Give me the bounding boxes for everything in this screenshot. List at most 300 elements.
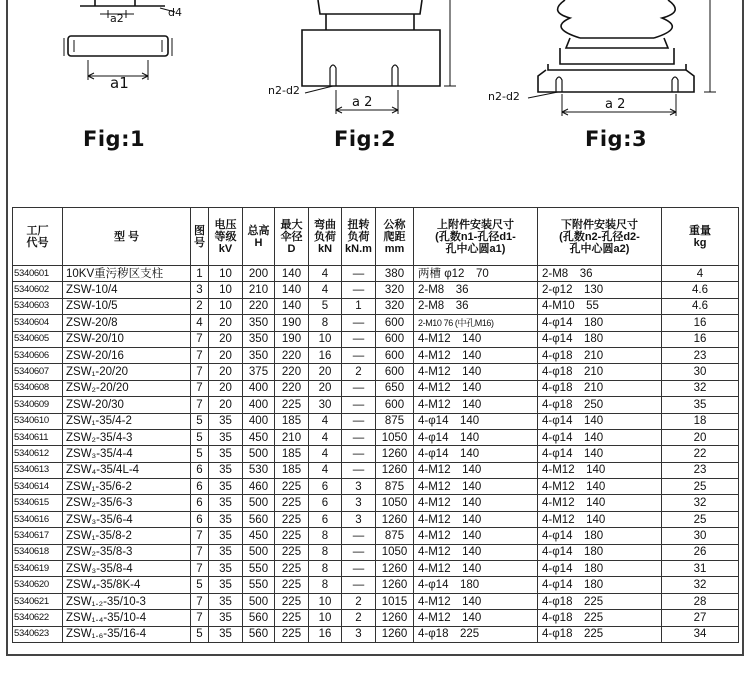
header-upper-fitting-size: 上附件安装尺寸 (孔数n1-孔径d1- 孔中心圆a1) <box>414 208 538 266</box>
table-row <box>13 479 739 495</box>
table-row <box>13 511 739 527</box>
cell-creepage-distance: 1050 <box>376 544 414 560</box>
cell-torsion-load: — <box>342 282 376 298</box>
cell-figure-no: 7 <box>191 610 209 626</box>
cell-voltage-kv: 10 <box>209 282 243 298</box>
header-voltage-kv: 电压 等级 kV <box>209 208 243 266</box>
cell-bending-load: 16 <box>309 347 342 363</box>
table-row <box>13 610 739 626</box>
cell-lower-fitting-size: 4-M10 55 <box>538 298 662 314</box>
cell-max-shed-diameter: 225 <box>275 479 309 495</box>
fig1-label: Fig:1 <box>83 127 146 151</box>
cell-max-shed-diameter: 185 <box>275 413 309 429</box>
cell-max-shed-diameter: 225 <box>275 610 309 626</box>
cell-weight: 32 <box>662 495 739 511</box>
cell-factory-code: 5340604 <box>13 315 63 331</box>
cell-voltage-kv: 20 <box>209 380 243 396</box>
cell-factory-code: 5340609 <box>13 397 63 413</box>
cell-model: ZSW₁-35/8-2 <box>63 528 191 544</box>
cell-bending-load: 6 <box>309 511 342 527</box>
cell-weight: 23 <box>662 347 739 363</box>
cell-upper-fitting-size: 4-M12 140 <box>414 397 538 413</box>
table-row <box>13 331 739 347</box>
cell-weight: 4.6 <box>662 282 739 298</box>
cell-factory-code: 5340615 <box>13 495 63 511</box>
technical-drawings <box>0 0 750 200</box>
cell-figure-no: 2 <box>191 298 209 314</box>
cell-model: ZSW-10/5 <box>63 298 191 314</box>
cell-factory-code: 5340616 <box>13 511 63 527</box>
cell-bending-load: 4 <box>309 446 342 462</box>
cell-model: ZSW₁.₆-35/16-4 <box>63 626 191 642</box>
cell-torsion-load: 3 <box>342 511 376 527</box>
table-row <box>13 577 739 593</box>
cell-upper-fitting-size: 4-M12 140 <box>414 364 538 380</box>
cell-total-height: 500 <box>243 446 275 462</box>
cell-total-height: 500 <box>243 495 275 511</box>
table-row <box>13 266 739 282</box>
cell-model: ZSW₂-20/20 <box>63 380 191 396</box>
cell-voltage-kv: 35 <box>209 495 243 511</box>
cell-bending-load: 4 <box>309 429 342 445</box>
fig3-dim-n2d2: n2-d2 <box>488 90 520 103</box>
cell-lower-fitting-size: 4-φ18 225 <box>538 593 662 609</box>
cell-weight: 22 <box>662 446 739 462</box>
cell-lower-fitting-size: 2-φ12 130 <box>538 282 662 298</box>
cell-upper-fitting-size: 2-M8 36 <box>414 298 538 314</box>
cell-factory-code: 5340602 <box>13 282 63 298</box>
cell-bending-load: 8 <box>309 561 342 577</box>
cell-total-height: 350 <box>243 347 275 363</box>
cell-bending-load: 10 <box>309 331 342 347</box>
cell-max-shed-diameter: 190 <box>275 315 309 331</box>
cell-total-height: 350 <box>243 331 275 347</box>
cell-factory-code: 5340611 <box>13 429 63 445</box>
cell-lower-fitting-size: 4-φ18 225 <box>538 626 662 642</box>
cell-model: 10KV重污秽区支柱 <box>63 266 191 282</box>
cell-upper-fitting-size: 两槽 φ12 70 <box>414 266 538 282</box>
cell-figure-no: 7 <box>191 364 209 380</box>
cell-total-height: 200 <box>243 266 275 282</box>
cell-lower-fitting-size: 4-M12 140 <box>538 495 662 511</box>
cell-lower-fitting-size: 4-φ18 210 <box>538 347 662 363</box>
cell-total-height: 400 <box>243 380 275 396</box>
cell-creepage-distance: 875 <box>376 479 414 495</box>
cell-model: ZSW₁.₄-35/10-4 <box>63 610 191 626</box>
cell-total-height: 210 <box>243 282 275 298</box>
cell-max-shed-diameter: 220 <box>275 380 309 396</box>
cell-total-height: 560 <box>243 626 275 642</box>
cell-voltage-kv: 35 <box>209 479 243 495</box>
cell-figure-no: 7 <box>191 528 209 544</box>
cell-creepage-distance: 600 <box>376 364 414 380</box>
cell-max-shed-diameter: 220 <box>275 347 309 363</box>
cell-max-shed-diameter: 225 <box>275 544 309 560</box>
cell-voltage-kv: 35 <box>209 544 243 560</box>
fig2-dim-a2: a 2 <box>352 95 373 110</box>
cell-voltage-kv: 35 <box>209 528 243 544</box>
cell-torsion-load: 3 <box>342 479 376 495</box>
cell-creepage-distance: 1260 <box>376 511 414 527</box>
table-row <box>13 544 739 560</box>
cell-max-shed-diameter: 140 <box>275 298 309 314</box>
cell-total-height: 550 <box>243 561 275 577</box>
cell-figure-no: 6 <box>191 511 209 527</box>
cell-creepage-distance: 1015 <box>376 593 414 609</box>
cell-figure-no: 7 <box>191 347 209 363</box>
cell-max-shed-diameter: 210 <box>275 429 309 445</box>
cell-voltage-kv: 35 <box>209 577 243 593</box>
cell-torsion-load: — <box>342 315 376 331</box>
table-row <box>13 364 739 380</box>
cell-voltage-kv: 10 <box>209 298 243 314</box>
cell-bending-load: 10 <box>309 593 342 609</box>
cell-weight: 34 <box>662 626 739 642</box>
cell-total-height: 220 <box>243 298 275 314</box>
cell-upper-fitting-size: 4-M12 140 <box>414 331 538 347</box>
cell-bending-load: 30 <box>309 397 342 413</box>
cell-creepage-distance: 1260 <box>376 610 414 626</box>
cell-voltage-kv: 35 <box>209 462 243 478</box>
cell-factory-code: 5340601 <box>13 266 63 282</box>
cell-figure-no: 5 <box>191 429 209 445</box>
cell-bending-load: 20 <box>309 380 342 396</box>
cell-torsion-load: — <box>342 544 376 560</box>
cell-creepage-distance: 600 <box>376 397 414 413</box>
cell-voltage-kv: 20 <box>209 397 243 413</box>
cell-max-shed-diameter: 140 <box>275 282 309 298</box>
cell-figure-no: 5 <box>191 577 209 593</box>
cell-voltage-kv: 20 <box>209 331 243 347</box>
cell-voltage-kv: 20 <box>209 315 243 331</box>
header-lower-fitting-size: 下附件安装尺寸 (孔数n2-孔径d2- 孔中心圆a2) <box>538 208 662 266</box>
cell-max-shed-diameter: 225 <box>275 593 309 609</box>
cell-figure-no: 7 <box>191 593 209 609</box>
header-factory-code: 工厂 代号 <box>13 208 63 266</box>
fig2-label: Fig:2 <box>334 127 397 151</box>
cell-max-shed-diameter: 190 <box>275 331 309 347</box>
cell-weight: 18 <box>662 413 739 429</box>
spec-table-wrap <box>12 207 738 651</box>
table-body <box>13 266 739 643</box>
cell-creepage-distance: 600 <box>376 347 414 363</box>
cell-factory-code: 5340607 <box>13 364 63 380</box>
cell-torsion-load: — <box>342 397 376 413</box>
cell-torsion-load: — <box>342 462 376 478</box>
cell-torsion-load: — <box>342 331 376 347</box>
cell-weight: 4 <box>662 266 739 282</box>
cell-creepage-distance: 320 <box>376 298 414 314</box>
cell-max-shed-diameter: 225 <box>275 528 309 544</box>
cell-factory-code: 5340613 <box>13 462 63 478</box>
header-figure-no: 图 号 <box>191 208 209 266</box>
cell-lower-fitting-size: 4-φ14 140 <box>538 413 662 429</box>
cell-factory-code: 5340620 <box>13 577 63 593</box>
cell-max-shed-diameter: 220 <box>275 364 309 380</box>
cell-weight: 31 <box>662 561 739 577</box>
cell-weight: 35 <box>662 397 739 413</box>
cell-total-height: 400 <box>243 397 275 413</box>
fig3-label: Fig:3 <box>585 127 648 151</box>
table-row <box>13 593 739 609</box>
table-row <box>13 380 739 396</box>
cell-voltage-kv: 35 <box>209 626 243 642</box>
cell-torsion-load: 3 <box>342 626 376 642</box>
cell-torsion-load: 2 <box>342 364 376 380</box>
cell-creepage-distance: 1260 <box>376 577 414 593</box>
cell-figure-no: 7 <box>191 331 209 347</box>
table-row <box>13 446 739 462</box>
cell-upper-fitting-size: 2-M10 76 (中孔M16) <box>414 315 538 331</box>
cell-lower-fitting-size: 4-M12 140 <box>538 479 662 495</box>
cell-lower-fitting-size: 4-φ14 180 <box>538 544 662 560</box>
cell-bending-load: 4 <box>309 266 342 282</box>
cell-factory-code: 5340610 <box>13 413 63 429</box>
fig3-dim-a2: a 2 <box>605 97 626 112</box>
cell-figure-no: 5 <box>191 446 209 462</box>
cell-model: ZSW₄-35/8K-4 <box>63 577 191 593</box>
table-row <box>13 626 739 642</box>
cell-bending-load: 20 <box>309 364 342 380</box>
cell-figure-no: 6 <box>191 495 209 511</box>
cell-creepage-distance: 1260 <box>376 561 414 577</box>
cell-figure-no: 3 <box>191 282 209 298</box>
cell-model: ZSW-20/16 <box>63 347 191 363</box>
cell-total-height: 560 <box>243 511 275 527</box>
cell-weight: 32 <box>662 577 739 593</box>
cell-torsion-load: — <box>342 429 376 445</box>
header-total-height: 总高 H <box>243 208 275 266</box>
cell-weight: 16 <box>662 331 739 347</box>
cell-creepage-distance: 875 <box>376 528 414 544</box>
cell-upper-fitting-size: 4-M12 140 <box>414 561 538 577</box>
cell-model: ZSW₁-35/6-2 <box>63 479 191 495</box>
cell-max-shed-diameter: 225 <box>275 495 309 511</box>
cell-model: ZSW₁-20/20 <box>63 364 191 380</box>
cell-upper-fitting-size: 4-M12 140 <box>414 511 538 527</box>
cell-upper-fitting-size: 4-M12 140 <box>414 593 538 609</box>
cell-lower-fitting-size: 4-φ14 140 <box>538 446 662 462</box>
cell-torsion-load: 1 <box>342 298 376 314</box>
cell-torsion-load: — <box>342 413 376 429</box>
cell-figure-no: 6 <box>191 462 209 478</box>
cell-lower-fitting-size: 4-φ18 225 <box>538 610 662 626</box>
cell-bending-load: 8 <box>309 577 342 593</box>
cell-total-height: 400 <box>243 413 275 429</box>
cell-factory-code: 5340608 <box>13 380 63 396</box>
cell-creepage-distance: 650 <box>376 380 414 396</box>
cell-model: ZSW₁-35/4-2 <box>63 413 191 429</box>
cell-lower-fitting-size: 4-M12 140 <box>538 462 662 478</box>
cell-weight: 32 <box>662 380 739 396</box>
cell-lower-fitting-size: 4-φ18 210 <box>538 380 662 396</box>
cell-total-height: 350 <box>243 315 275 331</box>
cell-torsion-load: — <box>342 446 376 462</box>
cell-upper-fitting-size: 2-M8 36 <box>414 282 538 298</box>
cell-total-height: 500 <box>243 593 275 609</box>
cell-max-shed-diameter: 225 <box>275 397 309 413</box>
table-row <box>13 413 739 429</box>
cell-lower-fitting-size: 4-φ14 180 <box>538 331 662 347</box>
cell-factory-code: 5340614 <box>13 479 63 495</box>
cell-total-height: 450 <box>243 528 275 544</box>
cell-figure-no: 6 <box>191 479 209 495</box>
fig1-dim-d4: d4 <box>168 6 182 19</box>
cell-weight: 4.6 <box>662 298 739 314</box>
header-max-shed-diameter: 最大 伞径 D <box>275 208 309 266</box>
cell-total-height: 375 <box>243 364 275 380</box>
table-row <box>13 282 739 298</box>
cell-model: ZSW₃-35/8-4 <box>63 561 191 577</box>
cell-voltage-kv: 20 <box>209 364 243 380</box>
cell-upper-fitting-size: 4-M12 140 <box>414 479 538 495</box>
cell-torsion-load: 2 <box>342 593 376 609</box>
cell-factory-code: 5340617 <box>13 528 63 544</box>
cell-factory-code: 5340612 <box>13 446 63 462</box>
cell-upper-fitting-size: 4-M12 140 <box>414 347 538 363</box>
cell-total-height: 500 <box>243 544 275 560</box>
table-row <box>13 315 739 331</box>
cell-torsion-load: — <box>342 577 376 593</box>
cell-total-height: 560 <box>243 610 275 626</box>
cell-weight: 30 <box>662 364 739 380</box>
cell-weight: 26 <box>662 544 739 560</box>
cell-model: ZSW-10/4 <box>63 282 191 298</box>
header-model: 型 号 <box>63 208 191 266</box>
cell-factory-code: 5340619 <box>13 561 63 577</box>
table-row <box>13 528 739 544</box>
cell-voltage-kv: 20 <box>209 347 243 363</box>
table-row <box>13 429 739 445</box>
cell-bending-load: 4 <box>309 413 342 429</box>
cell-upper-fitting-size: 4-M12 140 <box>414 380 538 396</box>
cell-creepage-distance: 1050 <box>376 495 414 511</box>
cell-upper-fitting-size: 4-φ14 140 <box>414 429 538 445</box>
cell-lower-fitting-size: 4-φ14 180 <box>538 577 662 593</box>
header-bending-load: 弯曲 负荷 kN <box>309 208 342 266</box>
cell-creepage-distance: 600 <box>376 315 414 331</box>
cell-weight: 28 <box>662 593 739 609</box>
cell-voltage-kv: 35 <box>209 593 243 609</box>
header-torsion-load: 扭转 负荷 kN.m <box>342 208 376 266</box>
cell-voltage-kv: 35 <box>209 429 243 445</box>
cell-total-height: 450 <box>243 429 275 445</box>
cell-figure-no: 7 <box>191 380 209 396</box>
cell-bending-load: 5 <box>309 298 342 314</box>
cell-upper-fitting-size: 4-M12 140 <box>414 462 538 478</box>
cell-weight: 23 <box>662 462 739 478</box>
cell-lower-fitting-size: 4-φ14 180 <box>538 528 662 544</box>
cell-max-shed-diameter: 225 <box>275 511 309 527</box>
cell-model: ZSW₄-35/4L-4 <box>63 462 191 478</box>
cell-weight: 16 <box>662 315 739 331</box>
cell-upper-fitting-size: 4-φ14 140 <box>414 446 538 462</box>
cell-model: ZSW₁.₂-35/10-3 <box>63 593 191 609</box>
cell-bending-load: 4 <box>309 282 342 298</box>
cell-max-shed-diameter: 225 <box>275 561 309 577</box>
cell-factory-code: 5340621 <box>13 593 63 609</box>
cell-creepage-distance: 875 <box>376 413 414 429</box>
table-row <box>13 561 739 577</box>
cell-bending-load: 16 <box>309 626 342 642</box>
cell-torsion-load: 2 <box>342 610 376 626</box>
cell-model: ZSW₃-35/4-4 <box>63 446 191 462</box>
cell-torsion-load: — <box>342 380 376 396</box>
cell-torsion-load: — <box>342 561 376 577</box>
cell-model: ZSW₃-35/6-4 <box>63 511 191 527</box>
cell-figure-no: 4 <box>191 315 209 331</box>
table-row <box>13 347 739 363</box>
cell-total-height: 550 <box>243 577 275 593</box>
cell-creepage-distance: 1260 <box>376 626 414 642</box>
cell-torsion-load: — <box>342 266 376 282</box>
cell-upper-fitting-size: 4-M12 140 <box>414 528 538 544</box>
cell-upper-fitting-size: 4-M12 140 <box>414 495 538 511</box>
table-row <box>13 397 739 413</box>
cell-torsion-load: — <box>342 528 376 544</box>
header-creepage-distance: 公称 爬距 mm <box>376 208 414 266</box>
cell-voltage-kv: 35 <box>209 561 243 577</box>
cell-upper-fitting-size: 4-M12 140 <box>414 544 538 560</box>
cell-total-height: 530 <box>243 462 275 478</box>
cell-voltage-kv: 35 <box>209 610 243 626</box>
cell-max-shed-diameter: 225 <box>275 577 309 593</box>
cell-factory-code: 5340618 <box>13 544 63 560</box>
fig2-dim-n2d2: n2-d2 <box>268 84 300 97</box>
cell-lower-fitting-size: 4-φ18 250 <box>538 397 662 413</box>
cell-max-shed-diameter: 185 <box>275 462 309 478</box>
cell-max-shed-diameter: 185 <box>275 446 309 462</box>
cell-creepage-distance: 600 <box>376 331 414 347</box>
cell-factory-code: 5340606 <box>13 347 63 363</box>
spec-table <box>12 207 739 643</box>
cell-bending-load: 6 <box>309 495 342 511</box>
cell-weight: 25 <box>662 511 739 527</box>
cell-upper-fitting-size: 4-M12 140 <box>414 610 538 626</box>
cell-lower-fitting-size: 4-φ14 180 <box>538 561 662 577</box>
cell-weight: 25 <box>662 479 739 495</box>
fig1-dim-a1: a1 <box>110 74 129 92</box>
cell-voltage-kv: 10 <box>209 266 243 282</box>
cell-creepage-distance: 380 <box>376 266 414 282</box>
cell-weight: 20 <box>662 429 739 445</box>
cell-creepage-distance: 320 <box>376 282 414 298</box>
cell-weight: 27 <box>662 610 739 626</box>
cell-lower-fitting-size: 4-M12 140 <box>538 511 662 527</box>
cell-figure-no: 5 <box>191 626 209 642</box>
cell-model: ZSW-20/8 <box>63 315 191 331</box>
fig2-drawing <box>302 0 456 114</box>
cell-upper-fitting-size: 4-φ14 140 <box>414 413 538 429</box>
cell-bending-load: 4 <box>309 462 342 478</box>
cell-max-shed-diameter: 140 <box>275 266 309 282</box>
table-row <box>13 462 739 478</box>
cell-model: ZSW-20/10 <box>63 331 191 347</box>
cell-figure-no: 7 <box>191 397 209 413</box>
cell-voltage-kv: 35 <box>209 413 243 429</box>
cell-model: ZSW₂-35/4-3 <box>63 429 191 445</box>
cell-bending-load: 8 <box>309 315 342 331</box>
cell-voltage-kv: 35 <box>209 446 243 462</box>
cell-bending-load: 8 <box>309 528 342 544</box>
cell-model: ZSW-20/30 <box>63 397 191 413</box>
cell-model: ZSW₂-35/6-3 <box>63 495 191 511</box>
cell-creepage-distance: 1260 <box>376 446 414 462</box>
cell-creepage-distance: 1050 <box>376 429 414 445</box>
cell-figure-no: 7 <box>191 544 209 560</box>
cell-factory-code: 5340603 <box>13 298 63 314</box>
cell-upper-fitting-size: 4-φ14 180 <box>414 577 538 593</box>
